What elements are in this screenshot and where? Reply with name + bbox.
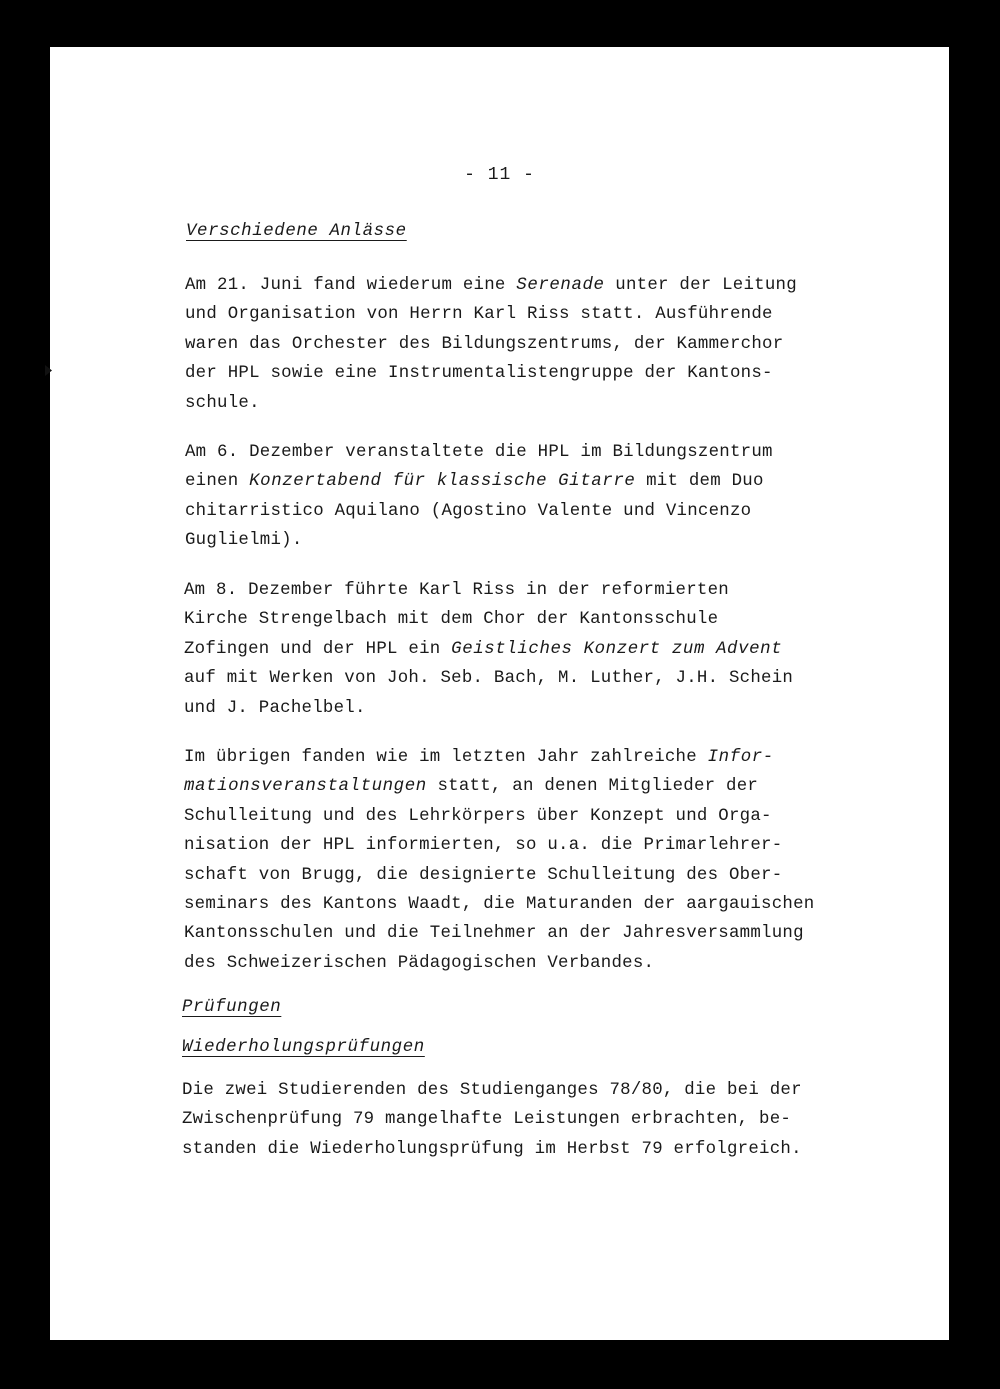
- heading-pruefungen: Prüfungen: [182, 998, 282, 1017]
- paragraph-serenade: [185, 271, 797, 418]
- text-line: schaft von Brugg, die designierte Schulleitung des Ober-: [184, 865, 783, 885]
- text-line: Zwischenprüfung 79 mangelhafte Leistungen erbrachten, be-: [182, 1110, 792, 1130]
- page-number: - 11 -: [464, 165, 535, 185]
- text-line: der HPL sowie eine Instrumentalistengruppe der Kantons-: [185, 364, 773, 384]
- text-line: des Schweizerischen Pädagogischen Verbandes.: [184, 953, 655, 973]
- text-line: mationsveranstaltungen statt, an denen Mitglieder der: [184, 777, 759, 797]
- paragraph-advent: [184, 576, 793, 723]
- paragraph-konzertabend: [185, 438, 773, 556]
- text-line: Am 21. Juni fand wiederum eine Serenade unter der Leitung: [185, 276, 797, 295]
- text-line: Am 6. Dezember veranstaltete die HPL im Bildungszentrum: [185, 443, 773, 462]
- text-line: nisation der HPL informierten, so u.a. die Primarlehrer-: [184, 836, 783, 856]
- paragraph-informationsveranstaltungen: [184, 743, 814, 978]
- text-line: Im übrigen fanden wie im letzten Jahr zahlreiche Infor-: [184, 748, 774, 767]
- text-line: einen Konzertabend für klassische Gitarre mit dem Duo: [185, 472, 764, 492]
- text-line: Die zwei Studierenden des Studienganges 78/80, die bei der: [182, 1081, 802, 1100]
- paragraph-wiederholung: [182, 1076, 802, 1164]
- text-line: schule.: [185, 393, 260, 413]
- text-line: waren das Orchester des Bildungszentrums, der Kammerchor: [185, 334, 784, 354]
- text-line: Guglielmi).: [185, 531, 303, 551]
- text-line: auf mit Werken von Joh. Seb. Bach, M. Luther, J.H. Schein: [184, 669, 794, 689]
- document-page: [50, 47, 949, 1340]
- text-line: und Organisation von Herrn Karl Riss statt. Ausführende: [185, 305, 773, 325]
- text-line: seminars des Kantons Waadt, die Maturanden der aargauischen: [184, 895, 815, 915]
- text-line: Schulleitung und des Lehrkörpers über Konzept und Orga-: [184, 806, 772, 826]
- text-line: Am 8. Dezember führte Karl Riss in der reformierten: [184, 581, 729, 600]
- text-line: chitarristico Aquilano (Agostino Valente und Vincenzo: [185, 501, 752, 521]
- heading-verschiedene-anlaesse: Verschiedene Anlässe: [186, 222, 407, 241]
- text-line: Kantonsschulen und die Teilnehmer an der Jahresversammlung: [184, 924, 804, 944]
- text-line: und J. Pachelbel.: [184, 698, 366, 718]
- text-line: standen die Wiederholungsprüfung im Herbst 79 erfolgreich.: [182, 1139, 802, 1159]
- text-line: Zofingen und der HPL ein Geistliches Konzert zum Advent: [184, 639, 783, 659]
- text-line: Kirche Strengelbach mit dem Chor der Kantonsschule: [184, 610, 719, 630]
- heading-wiederholungspruefungen: Wiederholungsprüfungen: [182, 1038, 425, 1057]
- binding-mark: [45, 365, 52, 376]
